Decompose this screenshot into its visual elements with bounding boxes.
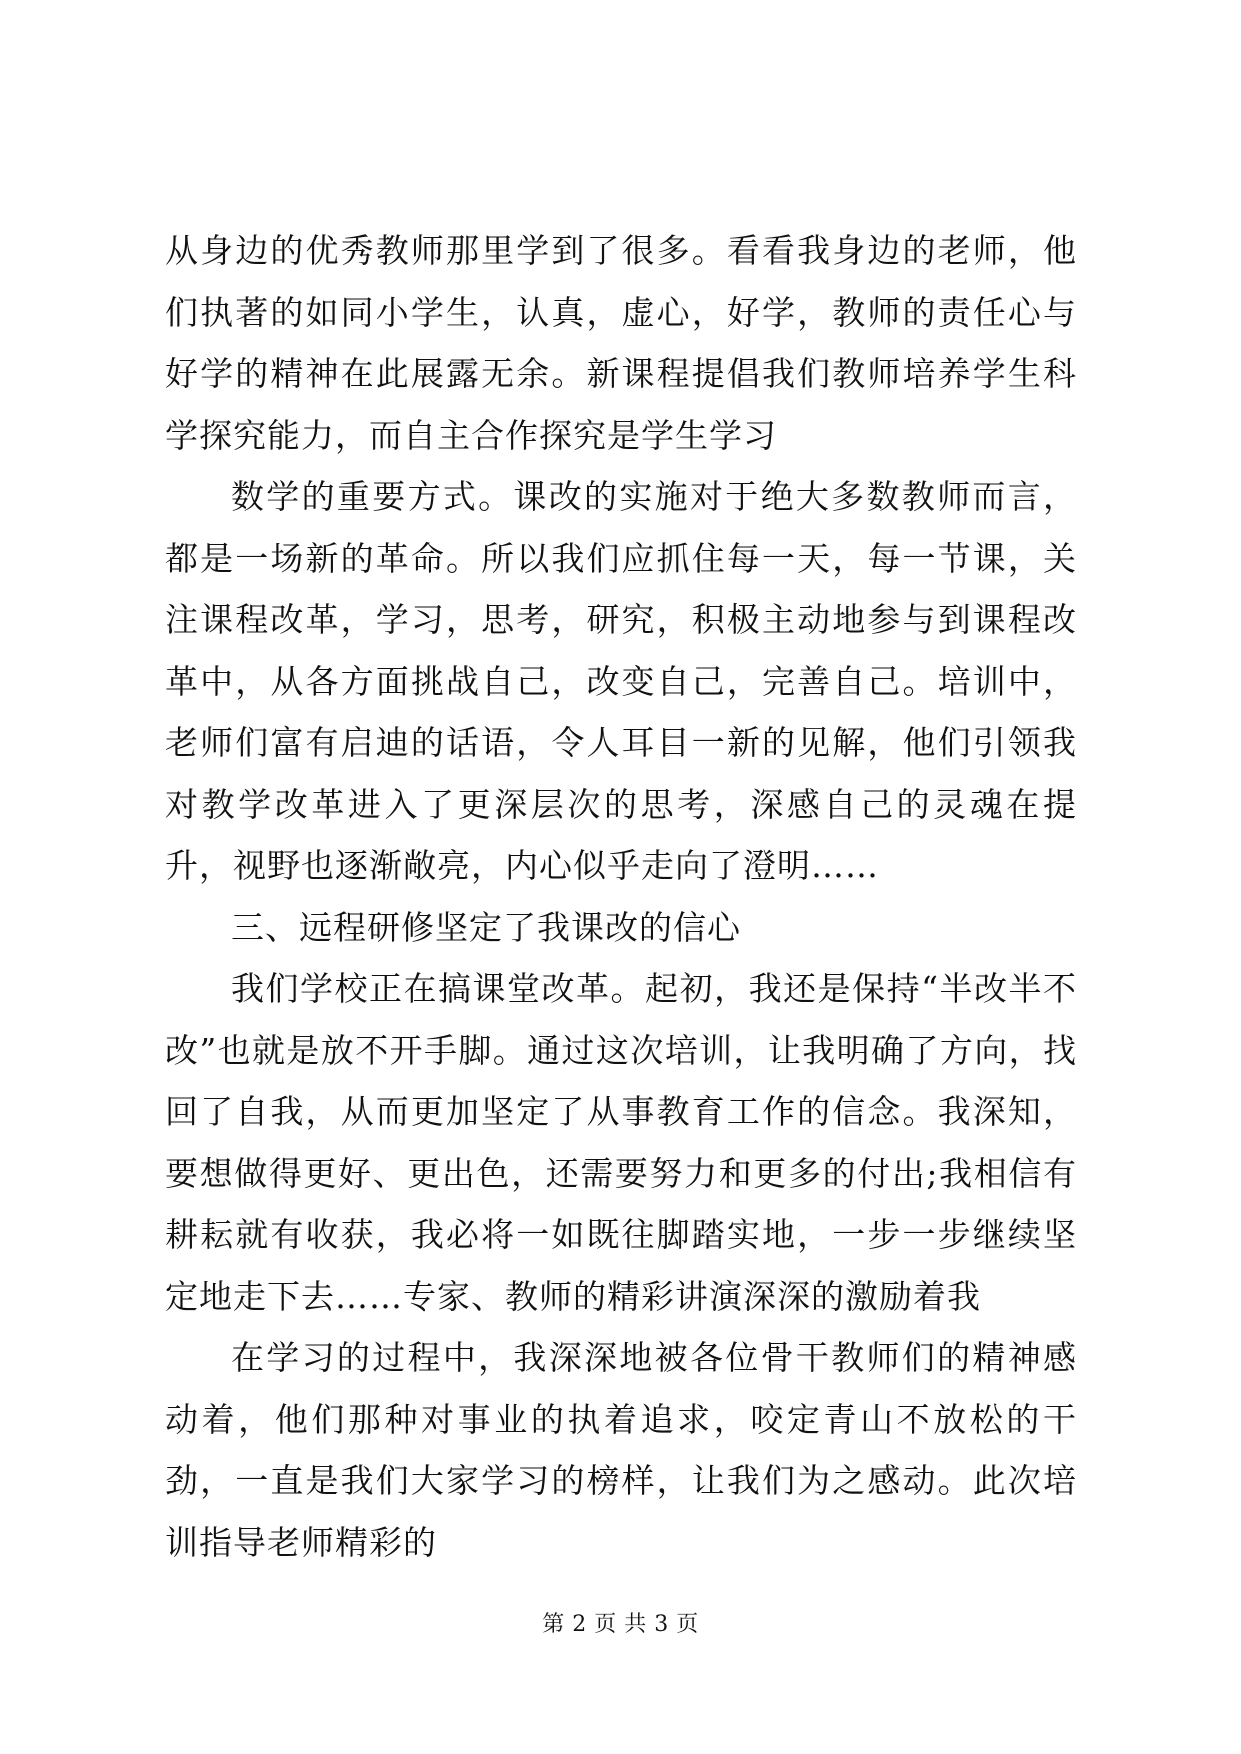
section-heading: 三、远程研修坚定了我课改的信心 bbox=[231, 907, 741, 947]
paragraph-3: 我们学校正在搞课堂改革。起初，我还是保持“半改半不改”也就是放不开手脚。通过这次培训，让我明确了方向，找回了自我，从而更加坚定了从事教育工作的信念。我深知，要想做得更好、更出色，还需要努力和更多的付出;我相信有耕耘就有收获，我必将一如既往脚踏实地，一步一步继续坚定地走下去……专家、教师的精彩讲演深深的激励着我 bbox=[165, 969, 1077, 1316]
page-number: 第 2 页 共 3 页 bbox=[542, 1612, 699, 1637]
page-footer bbox=[0, 1610, 1241, 1640]
document-body bbox=[165, 220, 1077, 1573]
paragraph-2: 数学的重要方式。课改的实施对于绝大多数教师而言，都是一场新的革命。所以我们应抓住每一天，每一节课，关注课程改革，学习，思考，研究，积极主动地参与到课程改革中，从各方面挑战自己，改变自己，完善自己。培训中，老师们富有启迪的话语，令人耳目一新的见解，他们引领我对教学改革进入了更深层次的思考，深感自己的灵魂在提升，视野也逐渐敞亮，内心似乎走向了澄明…… bbox=[165, 477, 1077, 885]
paragraph-1: 从身边的优秀教师那里学到了很多。看看我身边的老师，他们执著的如同小学生，认真，虚心，好学，教师的责任心与好学的精神在此展露无余。新课程提倡我们教师培养学生科学探究能力，而自主合作探究是学生学习 bbox=[165, 231, 1077, 455]
paragraph-4: 在学习的过程中，我深深地被各位骨干教师们的精神感动着，他们那种对事业的执着追求，咬定青山不放松的干劲，一直是我们大家学习的榜样，让我们为之感动。此次培训指导老师精彩的 bbox=[165, 1338, 1077, 1562]
